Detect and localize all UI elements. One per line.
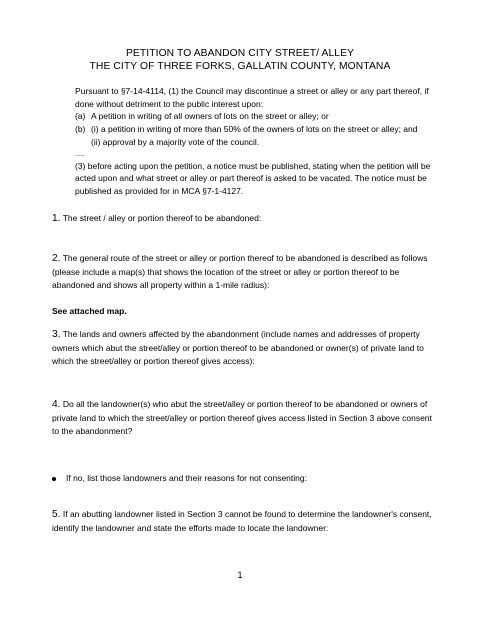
intro-line-1: Pursuant to §7-14-4114, (1) the Council may discontinue a street or alley or any part thereof, if done without detriment to the public interest upon: — [75, 86, 429, 109]
item-b-text: (i) a petition in writing of more than 50% of the owners of lots on the street or alley; and — [91, 124, 418, 135]
section-1-number: 1. — [52, 213, 61, 224]
section-5-number: 5. — [52, 509, 61, 520]
intro-ellipsis: ..... — [75, 150, 85, 158]
section-2-number: 2. — [52, 253, 61, 264]
section-1-text: The street / alley or portion thereof to be abandoned: — [62, 213, 262, 223]
section-2-text: The general route of the street or alley or portion thereof to be abandoned is described as follows (please include a map(s) that shows the location of the street or alley or portion thereof to be abandoned and shows all property within a 1-mile radius): — [52, 253, 428, 290]
bullet-item — [52, 473, 307, 483]
item-b-label: (b) — [75, 124, 86, 135]
section-5 — [52, 508, 437, 535]
page-number: 1 — [237, 570, 243, 580]
section-4 — [52, 398, 437, 437]
bullet-icon — [52, 477, 56, 481]
section-4-number: 4. — [52, 399, 61, 410]
title-line-1: PETITION TO ABANDON CITY STREET/ ALLEY — [125, 48, 355, 59]
intro-item-a — [75, 110, 445, 123]
intro-line-3: (3) before acting upon the petition, a notice must be published, stating when the petition will be acted upon and what street or alley or part thereof is asked to be vacated. The notice must be published as provided for in MCA §7-1-4127. — [75, 160, 431, 196]
item-b-ii: (ii) approval by a majority vote of the council. — [91, 136, 260, 147]
section-1 — [52, 212, 437, 226]
item-a-text: A petition in writing of all owners of lots on the street or alley; or — [91, 111, 329, 122]
intro-item-b — [75, 123, 445, 136]
item-a-label: (a) — [75, 111, 86, 122]
intro-block — [75, 85, 445, 198]
section-3-number: 3. — [52, 329, 61, 340]
section-5-text: If an abutting landowner listed in Section 3 cannot be found to determine the landowner's consent, identify the landowner and state the efforts made to locate the landowner: — [52, 509, 432, 533]
section-2 — [52, 252, 437, 291]
section-2-answer: See attached map. — [52, 306, 127, 316]
bullet-text: If no, list those landowners and their reasons for not consenting: — [66, 473, 307, 483]
section-3 — [52, 328, 437, 367]
section-4-text: Do all the landowner(s) who abut the street/alley or portion thereof to be abandoned or owners of private land to which the street/alley or portion thereof gives access listed in Section 3 above consent to the abandonment? — [52, 399, 432, 436]
section-3-text: The lands and owners affected by the abandonment (include names and addresses of property owners which abut the street/alley or portion thereof to be abandoned or owner(s) of private land to which the street/alley or portion thereof gives access): — [52, 329, 424, 366]
title-line-2: THE CITY OF THREE FORKS, GALLATIN COUNTY, MONTANA — [89, 61, 391, 72]
